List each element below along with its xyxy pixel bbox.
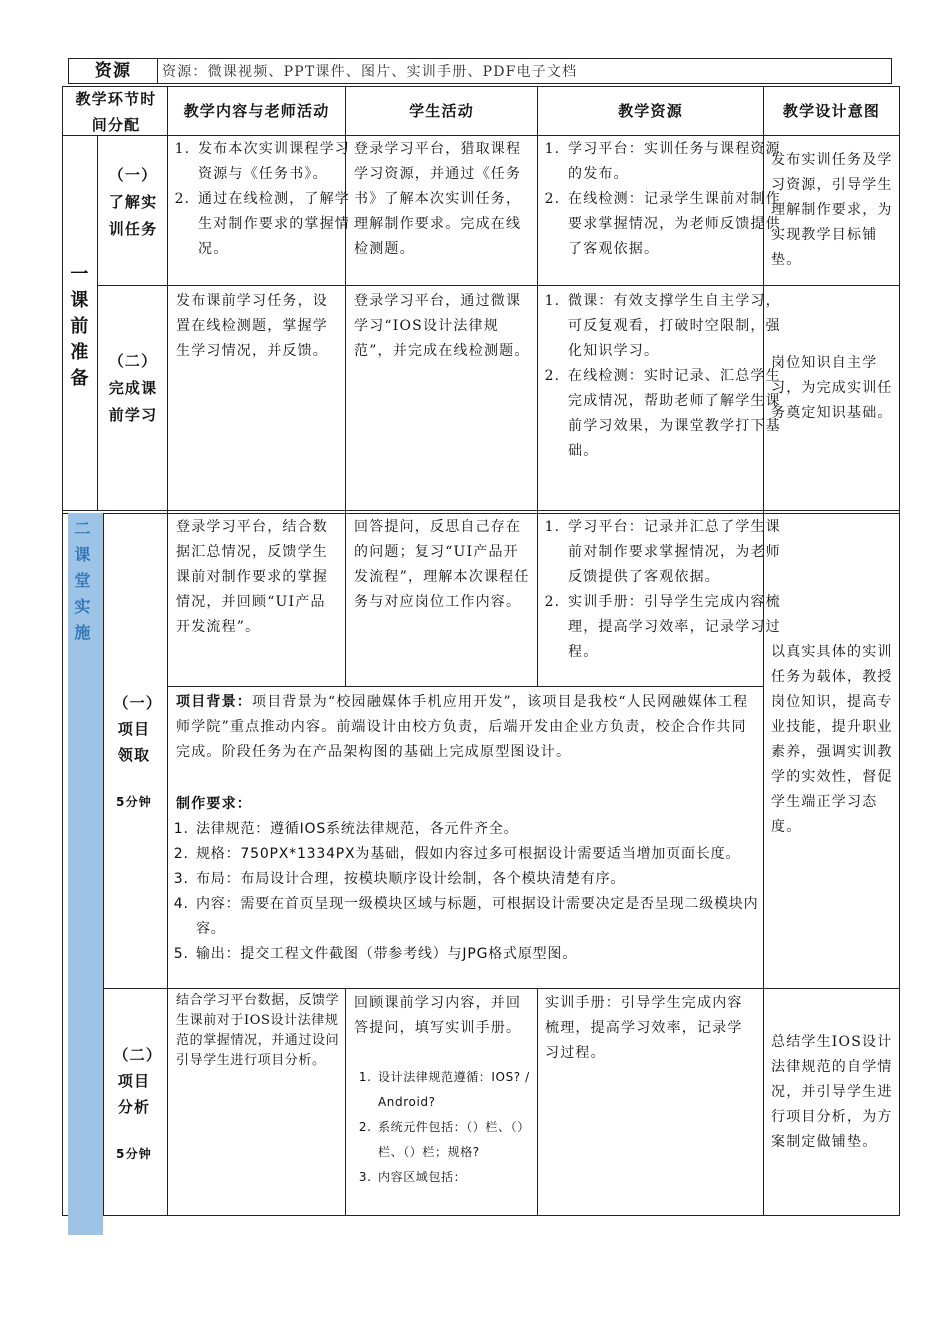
list-item: 1. 法律规范：遵循IOS系统法律规范，各元件齐全。 bbox=[194, 817, 774, 842]
phase1-sub2-intent: 岗位知识自主学习，为完成实训任务奠定知识基础。 bbox=[771, 355, 893, 421]
list-item: 2. 实训手册：引导学生完成内容梳理，提高学习效率，记录学习过程。 bbox=[566, 590, 781, 665]
list-item: 1. 发布本次实训课程学习资源与《任务书》。 bbox=[196, 137, 362, 187]
phase1-inner-divider bbox=[97, 135, 98, 511]
resource-row-right-border bbox=[891, 58, 892, 84]
header-bottom-border bbox=[62, 135, 900, 136]
table-left-border bbox=[62, 86, 63, 1216]
phase2-sub1-resources-list bbox=[542, 515, 781, 665]
phase2-inner-divider bbox=[103, 513, 104, 1215]
header-teaching-resources: 教学资源 bbox=[618, 102, 683, 120]
phase2-sub-separator bbox=[103, 988, 900, 989]
phase2-label: 二课堂实施 bbox=[74, 519, 92, 642]
list-item: 1. 学习平台：记录并汇总了学生课前对制作要求掌握情况，为老师反馈提供了客观依据。 bbox=[566, 515, 781, 590]
header-stage-time: 教学环节时间分配 bbox=[75, 90, 157, 134]
header-design-intent: 教学设计意图 bbox=[782, 102, 881, 120]
phase1-sub-separator bbox=[97, 285, 900, 286]
col-divider-3 bbox=[537, 86, 538, 686]
phase2-sub2-student: 回顾课前学习内容，并回答提问，填写实训手册。 bbox=[354, 995, 522, 1036]
phase2-sub2-intent: 总结学生IOS设计法律规范的自学情况，并引导学生进行项目分析，为方案制定做铺垫。 bbox=[771, 1034, 893, 1150]
resource-row-content: 资源：微课视频、PPT课件、图片、实训手册、PDF电子文档 bbox=[162, 64, 578, 80]
resource-row-divider bbox=[157, 58, 158, 84]
list-item: 3. 布局：布局设计合理，按模块顺序设计绘制，各个模块清楚有序。 bbox=[194, 867, 774, 892]
table-top-border bbox=[62, 86, 900, 87]
phase1-sub1-label: （一）了解实训任务 bbox=[108, 166, 158, 238]
requirements-list bbox=[176, 817, 774, 967]
col-divider-2b bbox=[345, 988, 346, 1216]
list-item: 5. 输出：提交工程文件截图（带参考线）与JPG格式原型图。 bbox=[194, 942, 774, 967]
list-item: 1. 学习平台：实训任务与课程资源的发布。 bbox=[566, 137, 781, 187]
list-item: 1. 微课：有效支撑学生自主学习，可反复观看，打破时空限制，强化知识学习。 bbox=[566, 289, 781, 364]
phase2-sub1-student: 回答提问，反思自己存在的问题；复习“UI产品开发流程”，理解本次课程任务与对应岗位工作内容。 bbox=[354, 519, 530, 610]
phase1-sub2-teacher: 发布课前学习任务，设置在线检测题，掌握学生学习情况，并反馈。 bbox=[176, 293, 328, 359]
phase2-sub1-label: （一）项目领取 bbox=[113, 694, 155, 764]
phase-separator-2 bbox=[62, 513, 900, 514]
phase1-sub1-intent: 发布实训任务及学习资源，引导学生理解制作要求，为实现教学目标铺垫。 bbox=[771, 152, 893, 268]
project-background-text: 项目背景为“校园融媒体手机应用开发”，该项目是我校“人民网融媒体工程师学院”重点推动内容。前端设计由校方负责，后端开发由企业方负责，校企合作共同完成。阶段任务为在产品架构图的基础上完成原型图设计。 bbox=[176, 694, 749, 760]
list-item: 2. 在线检测：实时记录、汇总学生完成情况，帮助老师了解学生课前学习效果，为课堂教学打下基础。 bbox=[566, 364, 781, 464]
list-item: 2. 通过在线检测，了解学生对制作要求的掌握情况。 bbox=[196, 187, 362, 262]
phase2-sub2-label: （二）项目分析 bbox=[113, 1046, 155, 1116]
phase1-sub2-resources-list bbox=[542, 289, 781, 464]
list-item: 4. 内容：需要在首页呈现一级模块区域与标题，可根据设计需要决定是否呈现二级模块内容。 bbox=[194, 892, 774, 942]
phase-separator bbox=[62, 510, 900, 511]
header-student-activity: 学生活动 bbox=[409, 102, 474, 120]
table-bottom-border bbox=[62, 1215, 900, 1216]
list-item: 2. 在线检测：记录学生课前对制作要求掌握情况，为老师反馈提供了客观依据。 bbox=[566, 187, 781, 262]
phase2-sub1-intent: 以真实具体的实训任务为载体，教授岗位知识，提高专业技能，提升职业素养，强调实训教学的实效性，督促学生端正学习态度。 bbox=[771, 644, 893, 835]
phase2-sub2-time: 5分钟 bbox=[116, 1147, 152, 1161]
resource-row-label: 资源 bbox=[94, 61, 132, 81]
phase1-sub2-label: （二）完成课前学习 bbox=[108, 352, 158, 424]
phase2-sub2-resources: 实训手册：引导学生完成内容梳理，提高学习效率，记录学习过程。 bbox=[545, 995, 743, 1061]
background-box-top bbox=[167, 686, 763, 687]
list-item: 3. 内容区域包括： bbox=[376, 1165, 554, 1190]
phase1-sub1-resources-list bbox=[542, 137, 781, 262]
phase1-sub1-teacher-list bbox=[172, 137, 362, 262]
phase2-sub2-questions-list bbox=[354, 1065, 554, 1190]
phase1-label: 一课前准备 bbox=[70, 264, 90, 389]
requirements-label: 制作要求： bbox=[176, 796, 252, 812]
project-background-label: 项目背景： bbox=[176, 694, 252, 710]
col-divider-1 bbox=[167, 86, 168, 1216]
phase1-sub1-student: 登录学习平台，猎取课程学习资源，并通过《任务书》了解本次实训任务，理解制作要求。完成在线检测题。 bbox=[354, 141, 522, 257]
list-item: 2. 规格：750PX*1334PX为基础，假如内容过多可根据设计需要适当增加页面长度。 bbox=[194, 842, 774, 867]
list-item: 1. 设计法律规范遵循：IOS? / Android? bbox=[376, 1065, 554, 1115]
list-item: 2. 系统元件包括：（）栏、（）栏、（）栏；规格? bbox=[376, 1115, 554, 1165]
project-background bbox=[176, 690, 758, 765]
phase2-sub1-teacher: 登录学习平台，结合数据汇总情况，反馈学生课前对制作要求的掌握情况，并回顾“UI产品开发流程”。 bbox=[176, 519, 328, 635]
table-right-border bbox=[899, 86, 900, 1216]
phase1-sub2-student: 登录学习平台，通过微课学习“IOS设计法律规范”，并完成在线检测题。 bbox=[354, 293, 530, 359]
header-content-teacher: 教学内容与老师活动 bbox=[183, 102, 330, 120]
phase2-sub1-time: 5分钟 bbox=[116, 795, 152, 809]
phase2-sub2-teacher: 结合学习平台数据，反馈学生课前对于IOS设计法律规范的掌握情况，并通过设问引导学生进行项目分析。 bbox=[176, 993, 340, 1068]
